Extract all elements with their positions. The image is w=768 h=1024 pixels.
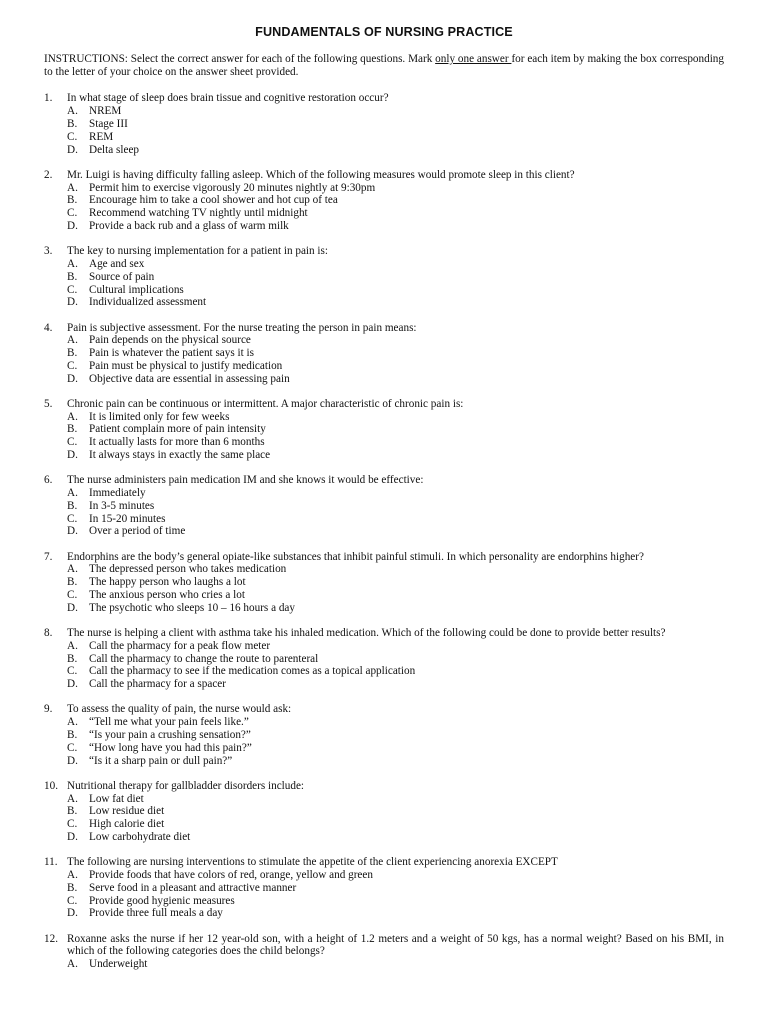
answer-choice xyxy=(67,882,724,895)
choice-text: It actually lasts for more than 6 months xyxy=(89,436,265,449)
choice-letter: A. xyxy=(67,334,78,347)
question-number: 10. xyxy=(44,779,58,792)
question-text: To assess the quality of pain, the nurse would ask: xyxy=(67,703,292,716)
answer-choice xyxy=(67,831,724,844)
choice-list xyxy=(67,716,724,767)
question-text: The nurse administers pain medication IM and she knows it would be effective: xyxy=(67,474,424,487)
choice-letter: B. xyxy=(67,499,78,512)
choice-letter: D. xyxy=(67,372,78,385)
choice-list xyxy=(67,869,724,920)
choice-letter: C. xyxy=(67,665,78,678)
choice-letter: B. xyxy=(67,423,78,436)
choice-letter: C. xyxy=(67,894,78,907)
choice-text: Recommend watching TV nightly until midnight xyxy=(89,207,308,220)
choice-letter: D. xyxy=(67,296,78,309)
choice-text: Provide foods that have colors of red, orange, yellow and green xyxy=(89,868,373,881)
answer-choice xyxy=(67,182,724,195)
question-number: 6. xyxy=(44,474,53,487)
question-item xyxy=(44,474,724,538)
choice-letter: B. xyxy=(67,652,78,665)
question-item xyxy=(44,322,724,386)
question-number: 12. xyxy=(44,932,58,945)
choice-text: Low residue diet xyxy=(89,805,165,818)
answer-choice xyxy=(67,958,724,971)
answer-choice xyxy=(67,563,724,576)
choice-letter: B. xyxy=(67,805,78,818)
choice-letter: A. xyxy=(67,105,78,118)
question-item xyxy=(44,856,724,920)
choice-text: It is limited only for few weeks xyxy=(89,410,230,423)
choice-letter: C. xyxy=(67,283,78,296)
choice-text: “How long have you had this pain?” xyxy=(89,741,252,754)
answer-choice xyxy=(67,220,724,233)
choice-letter: A. xyxy=(67,257,78,270)
choice-text: The psychotic who sleeps 10 – 16 hours a day xyxy=(89,601,295,614)
choice-text: Underweight xyxy=(89,958,148,971)
choice-text: Provide good hygienic measures xyxy=(89,894,235,907)
choice-letter: C. xyxy=(67,359,78,372)
choice-letter: C. xyxy=(67,130,78,143)
choice-letter: A. xyxy=(67,792,78,805)
choice-letter: D. xyxy=(67,449,78,462)
choice-text: Individualized assessment xyxy=(89,296,207,309)
choice-letter: B. xyxy=(67,881,78,894)
question-text: The key to nursing implementation for a patient in pain is: xyxy=(67,245,328,258)
answer-choice xyxy=(67,716,724,729)
answer-choice xyxy=(67,513,724,526)
question-number: 11. xyxy=(44,856,58,869)
choice-text: Call the pharmacy to see if the medication comes as a topical application xyxy=(89,665,416,678)
choice-letter: B. xyxy=(67,347,78,360)
question-item xyxy=(44,780,724,844)
choice-text: Low carbohydrate diet xyxy=(89,830,191,843)
choice-text: Call the pharmacy for a peak flow meter xyxy=(89,639,271,652)
choice-letter: C. xyxy=(67,436,78,449)
question-item xyxy=(44,933,724,971)
choice-text: Provide a back rub and a glass of warm milk xyxy=(89,219,289,232)
question-text: The following are nursing interventions to stimulate the appetite of the client experiencing anorexia EXCEPT xyxy=(67,856,558,869)
question-item xyxy=(44,169,724,233)
choice-text: Serve food in a pleasant and attractive manner xyxy=(89,881,297,894)
choice-letter: D. xyxy=(67,830,78,843)
answer-choice xyxy=(67,907,724,920)
choice-list xyxy=(67,182,724,233)
choice-list xyxy=(67,958,724,971)
answer-choice xyxy=(67,640,724,653)
choice-list xyxy=(67,334,724,385)
answer-choice xyxy=(67,296,724,309)
choice-letter: A. xyxy=(67,410,78,423)
answer-choice xyxy=(67,373,724,386)
choice-text: Delta sleep xyxy=(89,143,140,156)
question-number: 3. xyxy=(44,245,53,258)
answer-choice xyxy=(67,118,724,131)
choice-letter: B. xyxy=(67,728,78,741)
answer-choice xyxy=(67,729,724,742)
answer-choice xyxy=(67,487,724,500)
question-list xyxy=(44,92,724,971)
answer-choice xyxy=(67,665,724,678)
choice-text: Immediately xyxy=(89,487,146,500)
question-text: Endorphins are the body’s general opiate-like substances that inhibit painful stimuli. In which personality are endorphins higher? xyxy=(67,550,644,563)
choice-letter: D. xyxy=(67,754,78,767)
choice-letter: D. xyxy=(67,143,78,156)
question-number: 1. xyxy=(44,92,53,105)
choice-list xyxy=(67,258,724,309)
answer-choice xyxy=(67,258,724,271)
question-item xyxy=(44,92,724,156)
question-number: 4. xyxy=(44,321,53,334)
choice-text: Pain depends on the physical source xyxy=(89,334,251,347)
question-item xyxy=(44,551,724,615)
answer-choice xyxy=(67,818,724,831)
choice-text: Source of pain xyxy=(89,270,155,283)
question-number: 8. xyxy=(44,627,53,640)
choice-text: Call the pharmacy for a spacer xyxy=(89,678,226,691)
choice-letter: C. xyxy=(67,741,78,754)
choice-text: REM xyxy=(89,130,114,143)
question-text: Roxanne asks the nurse if her 12 year-old son, with a height of 1.2 meters and a weight of 50 kgs, has a normal weight? Based on his BMI, in which of the following categories does the child belongs? xyxy=(67,932,724,958)
choice-text: Age and sex xyxy=(89,257,145,270)
choice-letter: D. xyxy=(67,219,78,232)
answer-choice xyxy=(67,805,724,818)
choice-letter: D. xyxy=(67,907,78,920)
choice-letter: A. xyxy=(67,563,78,576)
instructions-paragraph xyxy=(44,53,724,79)
instructions-text-start: INSTRUCTIONS: Select the correct answer for each of the following questions. Mark xyxy=(44,52,436,65)
choice-letter: C. xyxy=(67,512,78,525)
choice-letter: A. xyxy=(67,181,78,194)
choice-letter: C. xyxy=(67,818,78,831)
choice-text: In 3-5 minutes xyxy=(89,499,155,512)
choice-text: NREM xyxy=(89,105,122,118)
question-number: 5. xyxy=(44,397,53,410)
choice-list xyxy=(67,105,724,156)
choice-letter: A. xyxy=(67,716,78,729)
question-number: 9. xyxy=(44,703,53,716)
answer-choice xyxy=(67,194,724,207)
choice-text: Over a period of time xyxy=(89,525,186,538)
choice-text: “Is your pain a crushing sensation?” xyxy=(89,728,251,741)
answer-choice xyxy=(67,436,724,449)
answer-choice xyxy=(67,271,724,284)
answer-choice xyxy=(67,576,724,589)
answer-choice xyxy=(67,423,724,436)
answer-choice xyxy=(67,589,724,602)
choice-letter: B. xyxy=(67,576,78,589)
answer-choice xyxy=(67,869,724,882)
choice-letter: A. xyxy=(67,639,78,652)
choice-text: “Tell me what your pain feels like.” xyxy=(89,716,249,729)
answer-choice xyxy=(67,755,724,768)
question-text: The nurse is helping a client with asthma take his inhaled medication. Which of the following could be done to provide better results? xyxy=(67,627,666,640)
choice-letter: A. xyxy=(67,868,78,881)
question-text: Mr. Luigi is having difficulty falling asleep. Which of the following measures would promote sleep in this client? xyxy=(67,168,575,181)
choice-list xyxy=(67,411,724,462)
choice-text: “Is it a sharp pain or dull pain?” xyxy=(89,754,233,767)
answer-choice xyxy=(67,105,724,118)
choice-letter: C. xyxy=(67,589,78,602)
choice-text: Pain must be physical to justify medication xyxy=(89,359,283,372)
answer-choice xyxy=(67,334,724,347)
document-page xyxy=(44,26,724,983)
choice-list xyxy=(67,640,724,691)
choice-letter: B. xyxy=(67,117,78,130)
answer-choice xyxy=(67,347,724,360)
question-item xyxy=(44,703,724,767)
question-number: 7. xyxy=(44,550,53,563)
question-item xyxy=(44,627,724,691)
document-title: FUNDAMENTALS OF NURSING PRACTICE xyxy=(255,25,513,39)
question-text: Chronic pain can be continuous or intermittent. A major characteristic of chronic pain is: xyxy=(67,397,464,410)
answer-choice xyxy=(67,793,724,806)
answer-choice xyxy=(67,500,724,513)
choice-letter: D. xyxy=(67,601,78,614)
choice-text: Pain is whatever the patient says it is xyxy=(89,347,254,360)
choice-text: Encourage him to take a cool shower and hot cup of tea xyxy=(89,194,338,207)
choice-letter: D. xyxy=(67,525,78,538)
choice-list xyxy=(67,563,724,614)
choice-text: Provide three full meals a day xyxy=(89,907,223,920)
choice-text: Cultural implications xyxy=(89,283,184,296)
choice-text: In 15-20 minutes xyxy=(89,512,166,525)
answer-choice xyxy=(67,678,724,691)
choice-list xyxy=(67,793,724,844)
choice-text: High calorie diet xyxy=(89,818,165,831)
choice-text: Stage III xyxy=(89,117,128,130)
answer-choice xyxy=(67,411,724,424)
choice-text: Patient complain more of pain intensity xyxy=(89,423,266,436)
answer-choice xyxy=(67,895,724,908)
choice-letter: C. xyxy=(67,207,78,220)
choice-text: The depressed person who takes medication xyxy=(89,563,287,576)
instructions-text-end: for each item by making the box corresponding to the letter of your choice on the answer sheet provided. xyxy=(44,52,724,78)
answer-choice xyxy=(67,284,724,297)
choice-text: Permit him to exercise vigorously 20 minutes nightly at 9:30pm xyxy=(89,181,376,194)
instructions-underlined-text: only one answer xyxy=(435,52,512,65)
answer-choice xyxy=(67,602,724,615)
choice-text: It always stays in exactly the same place xyxy=(89,449,271,462)
question-text: Pain is subjective assessment. For the nurse treating the person in pain means: xyxy=(67,321,417,334)
question-item xyxy=(44,245,724,309)
question-text: In what stage of sleep does brain tissue and cognitive restoration occur? xyxy=(67,92,389,105)
choice-letter: B. xyxy=(67,270,78,283)
choice-letter: D. xyxy=(67,678,78,691)
choice-letter: B. xyxy=(67,194,78,207)
choice-text: Low fat diet xyxy=(89,792,144,805)
answer-choice xyxy=(67,742,724,755)
choice-text: The anxious person who cries a lot xyxy=(89,589,245,602)
choice-letter: A. xyxy=(67,487,78,500)
choice-text: The happy person who laughs a lot xyxy=(89,576,246,589)
answer-choice xyxy=(67,653,724,666)
answer-choice xyxy=(67,360,724,373)
choice-letter: A. xyxy=(67,958,78,971)
answer-choice xyxy=(67,144,724,157)
choice-text: Objective data are essential in assessing pain xyxy=(89,372,290,385)
choice-text: Call the pharmacy to change the route to parenteral xyxy=(89,652,319,665)
question-text: Nutritional therapy for gallbladder disorders include: xyxy=(67,779,305,792)
choice-list xyxy=(67,487,724,538)
answer-choice xyxy=(67,525,724,538)
answer-choice xyxy=(67,207,724,220)
question-number: 2. xyxy=(44,168,53,181)
answer-choice xyxy=(67,131,724,144)
question-item xyxy=(44,398,724,462)
answer-choice xyxy=(67,449,724,462)
